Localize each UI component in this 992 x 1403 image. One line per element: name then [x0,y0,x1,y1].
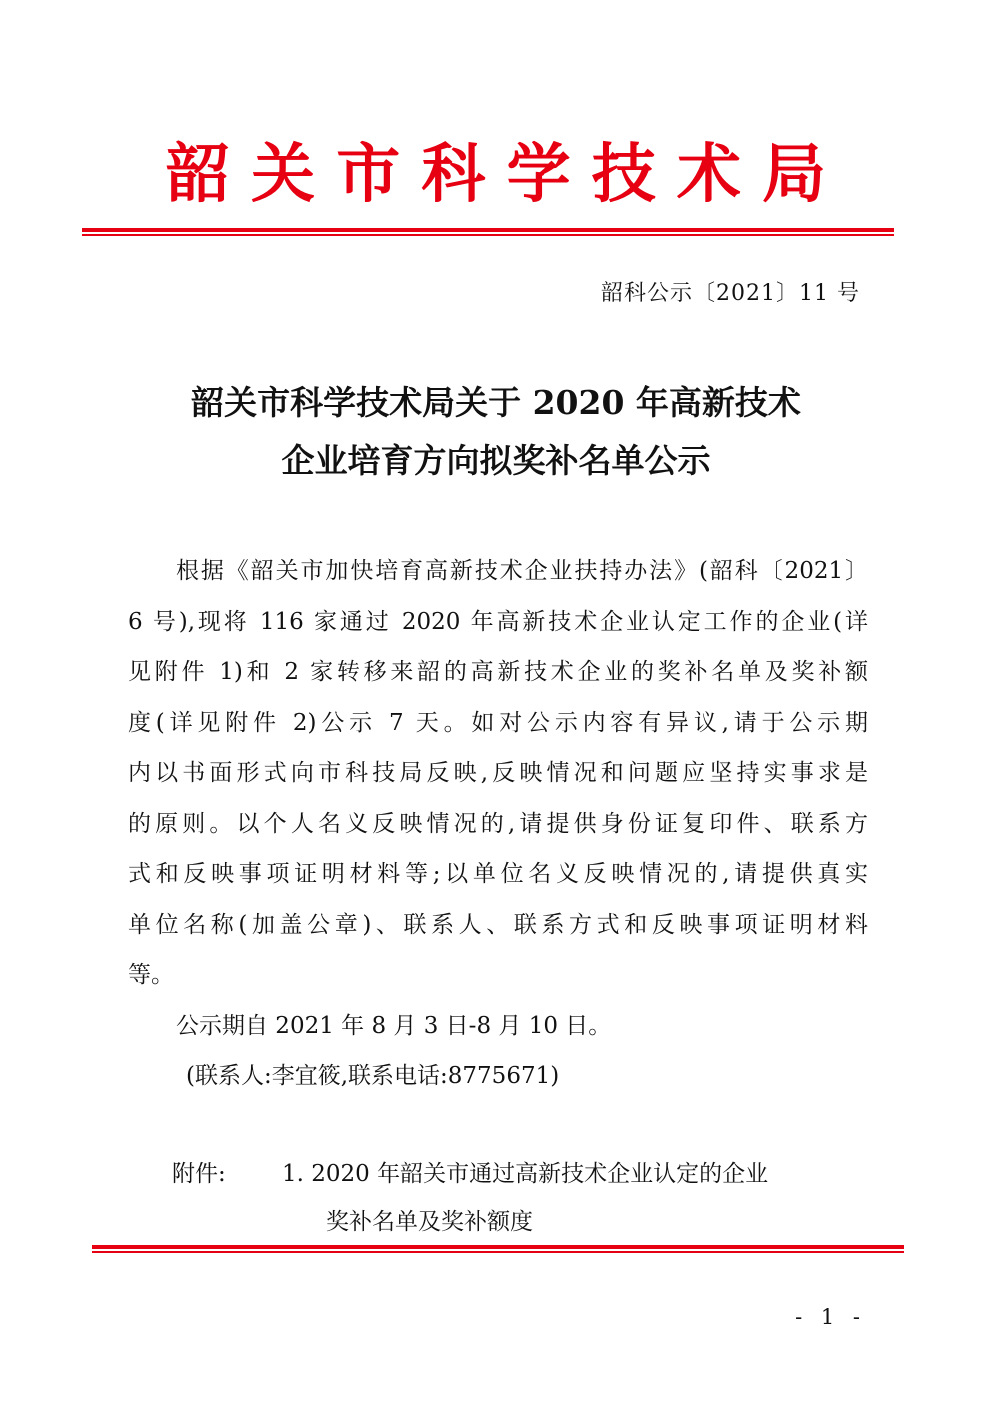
masthead-char: 技 [591,137,656,212]
footer-red-rule-thick [92,1245,904,1249]
masthead-char: 市 [336,137,401,212]
masthead-char: 科 [421,137,486,212]
attachment-list [172,1150,768,1246]
document-number: 韶科公示〔2021〕11 号 [601,281,860,306]
body-line: 根据《韶关市加快培育高新技术企业扶持办法》(韶科〔2021〕 [176,558,868,584]
attachment-item-1 [172,1150,768,1198]
body-line: 内以书面形式向市科技局反映,反映情况和问题应坚持实事求是 [128,760,868,786]
body-line: 式和反映事项证明材料等;以单位名义反映情况的,请提供真实 [128,861,868,887]
attachment-item-1-line-2: 奖补名单及奖补额度 [326,1209,533,1235]
masthead-char: 术 [676,137,741,212]
body-line: 的原则。以个人名义反映情况的,请提供身份证复印件、联系方 [128,810,868,837]
masthead [82,135,894,215]
body-line: 度(详见附件 2)公示 7 天。如对公示内容有异议,请于公示期 [128,709,868,736]
body-line: 等。 [128,962,174,988]
document-body [128,546,868,1102]
masthead-char: 局 [761,137,826,212]
contact-info: (联系人:李宜筱,联系电话:8775671) [186,1063,560,1089]
page-number: - 1 - [795,1305,866,1329]
masthead-char: 学 [506,137,571,212]
publicity-period: 公示期自 2021 年 8 月 3 日-8 月 10 日。 [176,1012,612,1039]
body-line: 见附件 1)和 2 家转移来韶的高新技术企业的奖补名单及奖补额 [128,659,868,685]
attachment-label: 附件: [172,1161,226,1187]
header-red-rule-thin [82,234,894,236]
document-title-line-2: 企业培育方向拟奖补名单公示 [281,441,711,480]
masthead-char: 关 [251,137,316,212]
body-line: 6 号),现将 116 家通过 2020 年高新技术企业认定工作的企业(详 [128,608,868,635]
header-red-rule-thick [82,228,894,232]
masthead-char: 韶 [166,137,230,212]
body-line: 单位名称(加盖公章)、联系人、联系方式和反映事项证明材料 [128,911,868,938]
document-title-line-1: 韶关市科学技术局关于 2020 年高新技术 [191,383,801,422]
footer-red-rule-thin [92,1251,904,1253]
attachment-item-1-line-1: 1. 2020 年韶关市通过高新技术企业认定的企业 [282,1161,769,1187]
